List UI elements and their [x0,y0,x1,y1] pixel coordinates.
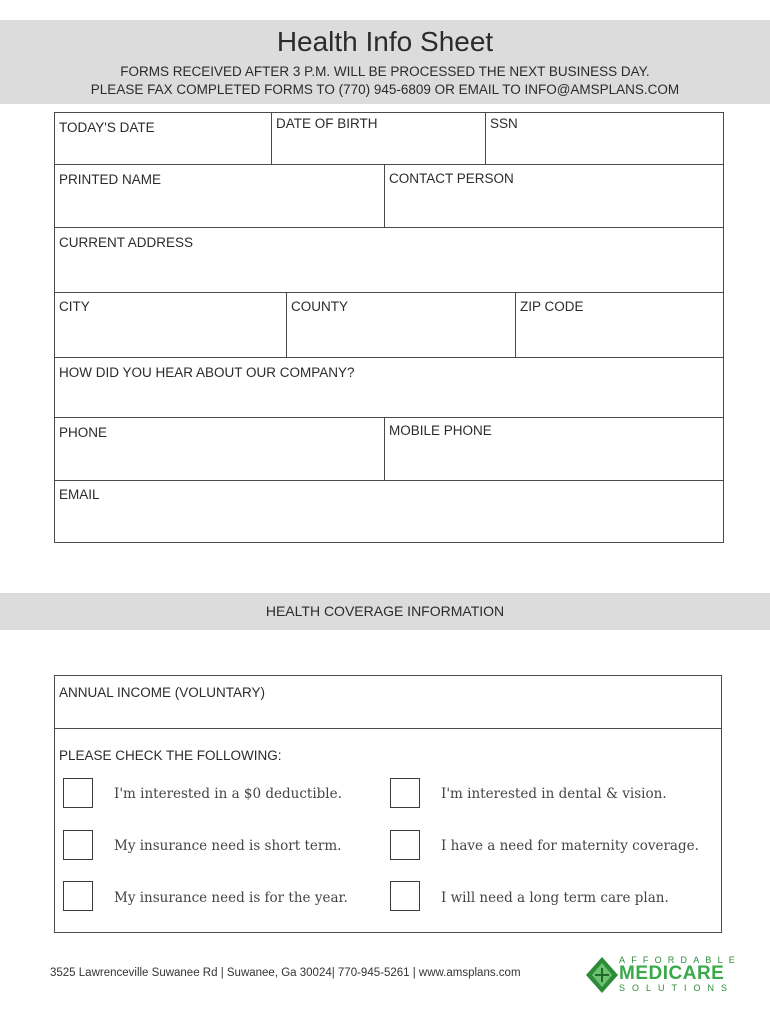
maternity-label: I have a need for maternity coverage. [441,838,699,854]
maternity-checkbox[interactable] [390,830,420,860]
contact-person-field[interactable] [384,164,723,227]
long-term-care-label: I will need a long term care plan. [441,890,669,906]
dental-vision-checkbox[interactable] [390,778,420,808]
row-address [55,227,723,293]
personal-info-grid [54,112,724,543]
coverage-section-header: HEALTH COVERAGE INFORMATION [0,593,770,630]
processing-notice: FORMS RECEIVED AFTER 3 P.M. WILL BE PROCESSED THE NEXT BUSINESS DAY. [120,64,650,79]
phone-field[interactable] [55,417,384,480]
city-label: CITY [59,299,90,314]
date-of-birth-field[interactable] [271,113,485,164]
logo-top-word: AFFORDABLE [619,955,742,965]
row-referral [55,357,723,418]
header-banner [0,20,770,104]
fax-notice: PLEASE FAX COMPLETED FORMS TO (770) 945-6809 OR EMAIL TO INFO@AMSPLANS.COM [90,82,680,97]
row-names [55,164,723,228]
short-term-label: My insurance need is short term. [114,838,342,854]
ssn-field[interactable] [485,113,723,164]
date-of-birth-label: DATE OF BIRTH [276,116,378,131]
current-address-label: CURRENT ADDRESS [59,235,194,250]
city-field[interactable] [55,292,286,357]
email-field[interactable] [55,480,723,542]
referral-source-field[interactable] [55,357,723,417]
full-year-checkbox[interactable] [63,881,93,911]
annual-income-label: ANNUAL INCOME (VOLUNTARY) [59,685,266,700]
footer-address: 3525 Lawrenceville Suwanee Rd | Suwanee, Ga 30024| 770-945-5261 | www.amsplans.com [50,967,521,979]
current-address-field[interactable] [55,227,723,292]
annual-income-field[interactable] [55,676,721,729]
row-location [55,292,723,358]
phone-label: PHONE [59,425,108,440]
mobile-phone-label: MOBILE PHONE [389,423,492,438]
row-dates [55,113,723,165]
county-label: COUNTY [291,299,348,314]
full-year-label: My insurance need is for the year. [114,890,348,906]
row-email [55,480,723,542]
printed-name-label: PRINTED NAME [59,172,162,187]
printed-name-field[interactable] [55,164,384,227]
short-term-checkbox[interactable] [63,830,93,860]
county-field[interactable] [286,292,515,357]
diamond-logo-icon [585,956,619,994]
coverage-grid [54,675,722,933]
check-prompt: PLEASE CHECK THE FOLLOWING: [59,748,282,763]
mobile-phone-field[interactable] [384,417,723,480]
row-phones [55,417,723,481]
email-label: EMAIL [59,487,100,502]
zip-code-field[interactable] [515,292,723,357]
long-term-care-checkbox[interactable] [390,881,420,911]
zero-deductible-checkbox[interactable] [63,778,93,808]
zip-code-label: ZIP CODE [520,299,584,314]
zero-deductible-label: I'm interested in a $0 deductible. [114,786,342,802]
contact-person-label: CONTACT PERSON [389,171,514,186]
company-logo [585,955,745,995]
ssn-label: SSN [490,116,518,131]
logo-bottom-word: SOLUTIONS [619,983,735,993]
page-title: Health Info Sheet [276,26,494,57]
referral-source-label: HOW DID YOU HEAR ABOUT OUR COMPANY? [59,365,355,380]
todays-date-field[interactable] [55,113,271,164]
logo-main-word: MEDICARE [619,963,725,984]
dental-vision-label: I'm interested in dental & vision. [441,786,667,802]
todays-date-label: TODAY'S DATE [59,120,155,135]
